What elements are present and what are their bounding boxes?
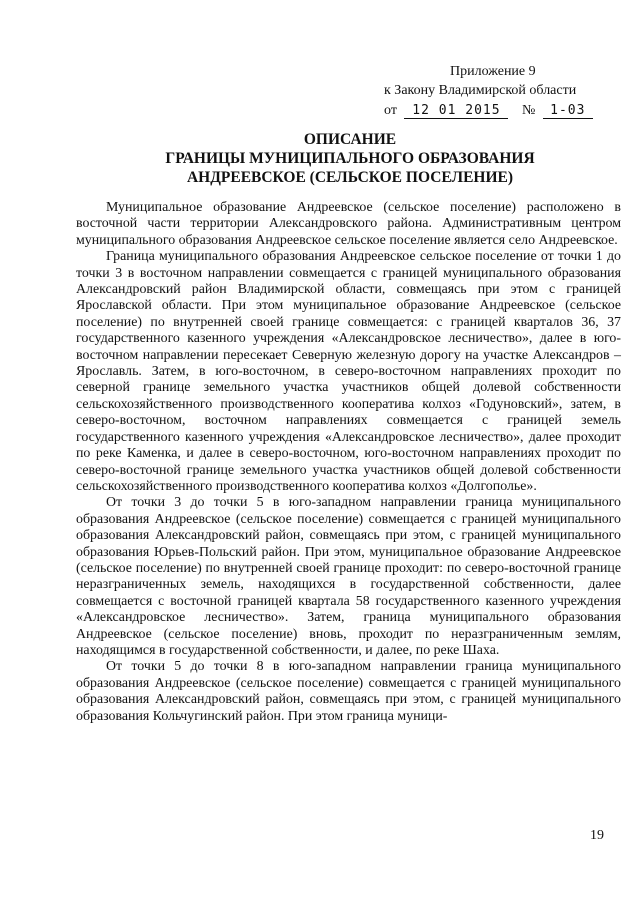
from-label: от: [384, 103, 397, 118]
page-number: 19: [590, 828, 604, 843]
title-line-1: ОПИСАНИЕ: [303, 131, 397, 148]
number-label: №: [521, 103, 536, 118]
document-title: [80, 130, 620, 187]
law-date: 12 01 2015: [404, 103, 508, 119]
appendix-label: Приложение 9: [450, 64, 536, 79]
law-number: 1-03: [543, 103, 593, 119]
law-date-number: [384, 101, 624, 120]
paragraph: От точки 3 до точки 5 в юго-западном направлении граница муниципального образования Андреевское (сельское поселение) совмещается с границей муниципального образования Александровский район, совмещаясь при этом, с границей муниципального образования Юрьев-Польский район. При этом, муниципальное образование Андреевское (сельское поселение) по внутренней своей границе проходит: по северо-восточной границе неразграниченных земель, находящихся в государственной собственности, далее совмещается с восточной границей квартала 58 государственного казенного учреждения «Александровское лесничество». Затем, граница муниципального образования Андреевское (сельское поселение) вновь, проходит по неразграниченным землям, находящимся в государственной собственности, и далее, по реке Шаха.: [76, 495, 621, 658]
paragraph: Граница муниципального образования Андреевское сельское поселение от точки 1 до точки 3 в восточном направлении совмещается с границей муниципального образования Александровский район Владимирской области, совмещаясь при этом с границей Ярославской области. При этом муниципальное образование Андреевское (сельское поселение) по внутренней своей границе совмещается: с границей кварталов 36, 37 государственного казенного учреждения «Александровское лесничество», далее в юго-восточном направлении пересекает Северную железную дорогу на участке Александров – Ярославль. Затем, в юго-восточном, в северо-восточном направлениях проходит по северной границе земельного участка участников общей долевой собственности сельскохозяйственного производственного кооператива колхоз «Годуновский», затем, в северо-восточном, восточном направлениях совмещается с границей земель государственного казенного учреждения «Александровское лесничество», далее проходит по реке Каменка, и далее в северо-восточном, юго-восточном направлениях проходит по северо-восточной границе земельного участка участников общей долевой собственности сельскохозяйственного производственного кооператива колхоз «Долгополье».: [76, 249, 621, 494]
title-line-3: АНДРЕЕВСКОЕ (СЕЛЬСКОЕ ПОСЕЛЕНИЕ): [186, 169, 514, 186]
paragraph: Муниципальное образование Андреевское (сельское поселение) расположено в восточной части территории Александровского района. Административным центром муниципального образования Андреевское сельское поселение является село Андреевское.: [76, 200, 621, 248]
document-body: [76, 200, 621, 725]
appendix-header: [384, 62, 624, 120]
title-line-2: ГРАНИЦЫ МУНИЦИПАЛЬНОГО ОБРАЗОВАНИЯ: [165, 150, 535, 167]
law-reference: к Закону Владимирской области: [384, 83, 577, 98]
paragraph: От точки 5 до точки 8 в юго-западном направлении граница муниципального образования Андреевское (сельское поселение) совмещается с границей муниципального образования Александровский район, совмещаясь при этом, с границей муниципального образования Кольчугинский район. При этом граница муници-: [76, 659, 621, 724]
